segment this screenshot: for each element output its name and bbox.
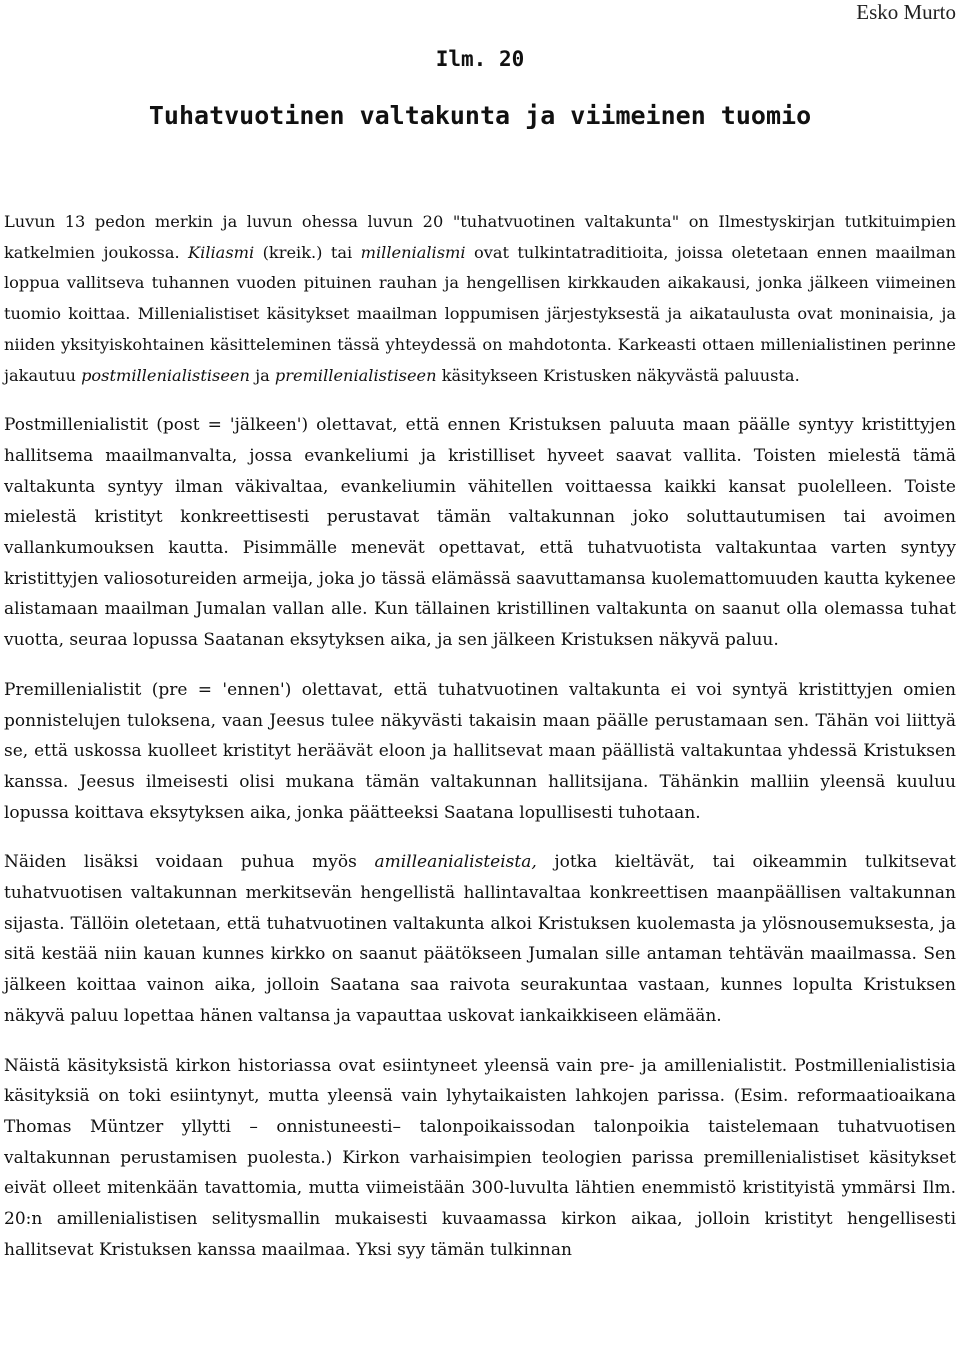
text-run: (kreik.) tai (254, 242, 361, 262)
paragraph-amillenialists (4, 847, 956, 1031)
chapter-heading: Ilm. 20 (435, 47, 525, 71)
term-premillenialistiseen: premillenialistiseen (274, 365, 437, 385)
term-millenialismi: millenialismi (360, 242, 466, 262)
page-title: Tuhatvuotinen valtakunta ja viimeinen tuomio (148, 101, 812, 130)
text-run: ja (249, 365, 275, 385)
document-body (4, 207, 956, 1286)
term-amilleanialisteista: amilleanialisteista, (374, 852, 537, 873)
text-run: jotka kieltävät, tai oikeammin tulkitsevat tuhatvuotisen valtakunnan merkitsevän hengellistä hallintavaltaa konkreettisen maanpäällisen valtakunnan sijasta. Tällöin oletetaan, että tuhatvuotinen valtakunta alkoi Kristuksen kuolemasta ja ylösnousemuksesta, ja sitä kestää niin kauan kunnes kirkko on saanut päätökseen Jumalan sille antaman tehtävän maailmassa. Sen jälkeen koittaa vainon aika, jolloin Saatana saa raivota seurakuntaa vastaan, kunnes lopulta Kristuksen näkyvä paluu lopettaa hänen valtansa ja vapauttaa uskovat iankaikkiseen elämään. (4, 852, 957, 1026)
paragraph-history: Näistä käsityksistä kirkon historiassa ovat esiintyneet yleensä vain pre- ja amillenialistit. Postmillenialistisia käsityksiä on toki esiintynyt, mutta yleensä vain lyhytaikaisten lahkojen parissa. (Esim. reformaatioaikana Thomas Müntzer yllytti – onnistuneesti– talonpoikaissodan talonpoikia taistelemaan tuhatvuotisen valtakunnan perustamisen puolesta.) Kirkon varhaisimpien teologien parissa premillenialistiset käsitykset eivät olleet mitenkään tavattomia, mutta viimeistään 300-luvulta lähtien enemmistö kristityistä ymmärsi Ilm. 20:n amillenialistisen selitysmallin mukaisesti kuvaamassa kirkon aikaa, jolloin kristityt hengellisesti hallitsevat Kristuksen kanssa maailmaa. Yksi syy tämän tulkinnan (4, 1055, 956, 1260)
term-postmillenialistiseen: postmillenialistiseen (81, 365, 250, 385)
text-run: käsitykseen Kristusken näkyvästä paluusta. (436, 365, 800, 385)
text-run: Luvun 13 pedon merkin ja luvun ohessa luvun 20 "tuhatvuotinen valtakunta" on Ilmestyskirjan tutkituimpien katkelmien joukossa. (4, 212, 956, 262)
paragraph-postmillenialists: Postmillenialistit (post = 'jälkeen') olettavat, että ennen Kristuksen paluuta maan päälle syntyy kristittyjen hallitsema maailmanvalta, jossa evankeliumi ja kristilliset hyveet saavat vallita. Toisten mielestä tämä valtakunta syntyy ilman väkivaltaa, evankeliumin vähitellen voittaessa kaikki kansat puolelleen. Toiste mielestä kristityt konkreettisesti perustavat tämän valtakunnan joko soluttautumisen tai avoimen vallankumouksen kautta. Pisimmälle menevät opettavat, että tuhatvuotista valtakuntaa varten syntyy kristittyjen valiosotureiden armeija, joka jo tässä elämässä saavuttamansa kuolemattomuuden kautta kykenee alistamaan maailman Jumalan vallan alle. Kun tällainen kristillinen valtakunta on saanut olla olemassa tuhat vuotta, seuraa lopussa Saatanan eksytyksen aika, ja sen jälkeen Kristuksen näkyvä paluu. (4, 415, 956, 651)
paragraph-intro (4, 207, 956, 391)
text-run: ovat tulkintatraditioita, joissa oletetaan ennen maailman loppua vallitseva tuhannen vuoden pituinen rauhan ja hengellisen kirkkauden aikakausi, jonka jälkeen viimeinen tuomio koittaa. Millenialistiset käsitykset maailman loppumisen järjestyksestä ja aikataulusta ovat moninaisia, ja niiden yksityiskohtainen käsitteleminen tässä yhteydessä on mahdotonta. Karkeasti ottaen millenialistinen perinne jakautuu (4, 242, 956, 385)
author-name: Esko Murto (856, 0, 956, 24)
text-run: Näiden lisäksi voidaan puhua myös (4, 852, 375, 873)
term-kiliasmi: Kiliasmi (188, 242, 255, 262)
paragraph-premillenialists: Premillenialistit (pre = 'ennen') olettavat, että tuhatvuotinen valtakunta ei voi syntyä kristittyjen omien ponnistelujen tuloksena, vaan Jeesus tulee näkyvästi takaisin maan päälle perustamaan sen. Tähän voi liittyä se, että uskossa kuolleet kristityt heräävät eloon ja hallitsevat maan päällistä valtakuntaa yhdessä Kristuksen kanssa. Jeesus ilmeisesti olisi mukana tämän valtakunnan hallitsijana. Tähänkin malliin yleensä kuuluu lopussa koittava eksytyksen aika, jonka päätteeksi Saatana lopullisesti tuhotaan. (4, 679, 956, 823)
